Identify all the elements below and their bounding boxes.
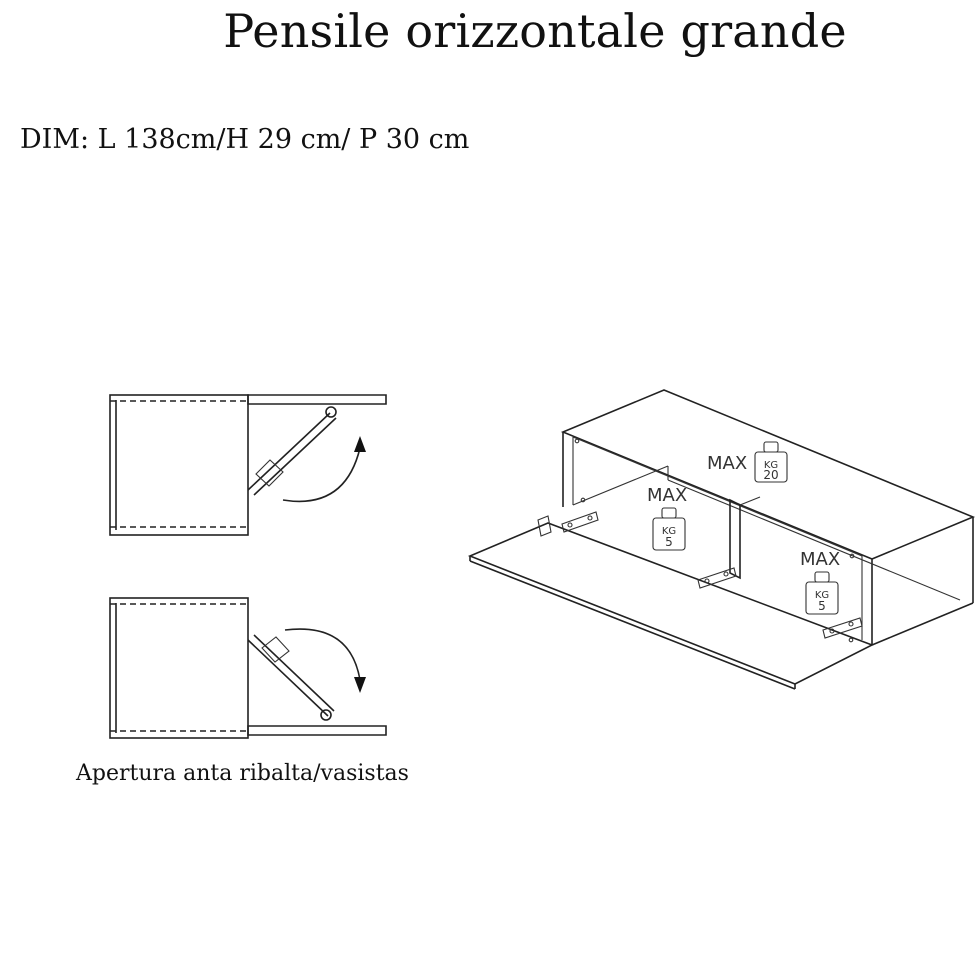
hole xyxy=(849,638,853,642)
side-view-opening-up xyxy=(110,395,386,535)
weight-unit: KG xyxy=(661,526,677,537)
weight-right xyxy=(800,549,840,614)
door-raised xyxy=(248,395,386,404)
weight-max-label: MAX xyxy=(707,453,748,474)
arrow-down-icon xyxy=(285,629,366,693)
cabinet-side-outline xyxy=(110,598,248,738)
weight-left xyxy=(647,485,687,550)
door-edge-bottom xyxy=(470,561,795,689)
isometric-cabinet xyxy=(470,390,973,689)
weight-value: 5 xyxy=(818,599,826,613)
cabinet-divider xyxy=(730,500,740,578)
hole xyxy=(581,498,585,502)
gas-piston-icon xyxy=(248,635,334,720)
weight-value: 5 xyxy=(665,535,673,549)
weight-max-label: MAX xyxy=(647,485,688,506)
door-lowered xyxy=(248,726,386,735)
hole xyxy=(575,439,579,443)
weight-unit: KG xyxy=(763,460,779,471)
cabinet-bottom-right xyxy=(872,603,973,645)
hinge-icon xyxy=(823,618,862,638)
page-title: Pensile orizzontale grande xyxy=(223,4,847,58)
cabinet-side-outline xyxy=(110,395,248,535)
side-view-opening-down xyxy=(110,598,386,738)
weight-top xyxy=(707,442,787,482)
weight-max-label: MAX xyxy=(800,549,841,570)
dimensions-text: DIM: L 138cm/H 29 cm/ P 30 cm xyxy=(20,124,470,155)
divider-top xyxy=(740,497,760,505)
weight-unit: KG xyxy=(814,590,830,601)
gas-piston-icon xyxy=(248,407,336,495)
opening-caption: Apertura anta ribalta/vasistas xyxy=(76,761,409,786)
weight-value: 20 xyxy=(763,468,779,482)
